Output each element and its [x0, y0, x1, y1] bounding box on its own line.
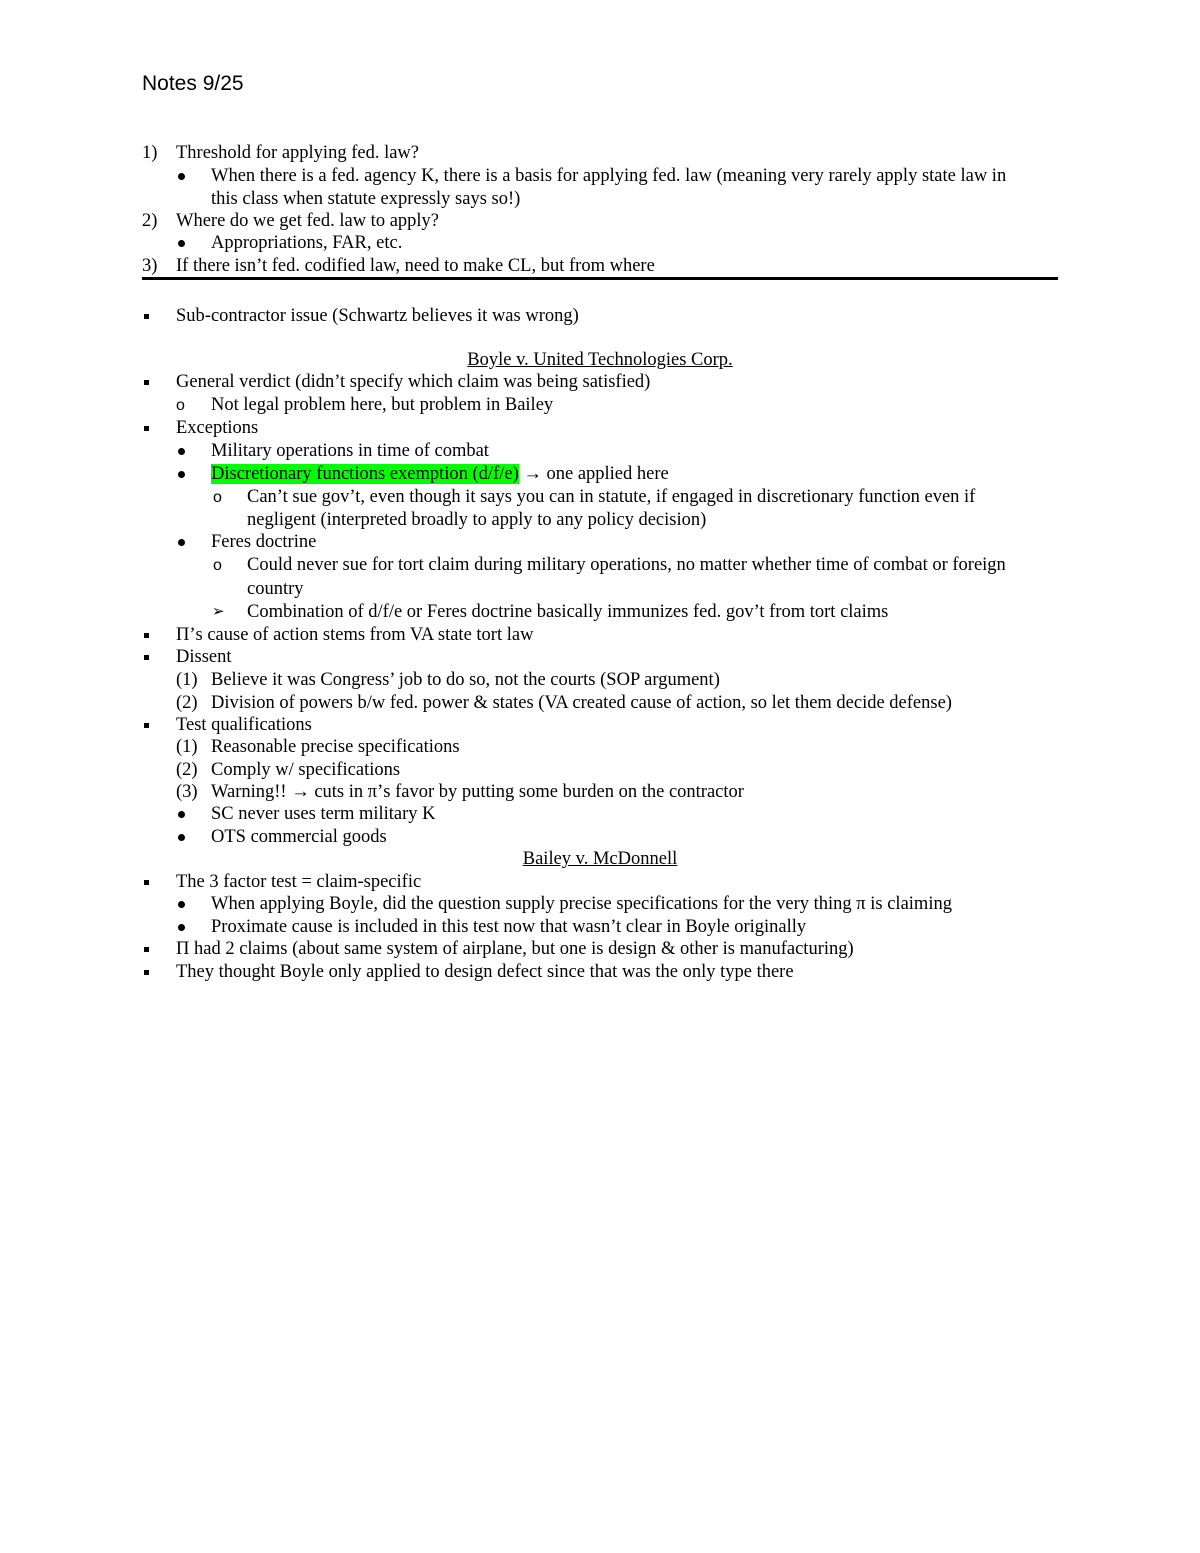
- square-bullet-icon: [144, 314, 149, 319]
- list-text: Dissent: [176, 647, 232, 667]
- bullet-icon: [178, 811, 185, 818]
- circle-bullet-icon: o: [176, 397, 185, 414]
- list-text: Reasonable precise specifications: [211, 737, 460, 757]
- square-bullet-icon: [144, 655, 149, 660]
- bullet-icon: [178, 539, 185, 546]
- list-text: If there isn’t fed. codified law, need to make CL, but from where: [176, 256, 655, 276]
- list-number: (2): [176, 693, 198, 713]
- square-bullet-icon: [144, 970, 149, 975]
- list-text: SC never uses term military K: [211, 804, 436, 824]
- list-text: Proximate cause is included in this test now that wasn’t clear in Boyle originally: [211, 917, 807, 937]
- section-heading-bailey: Bailey v. McDonnell: [522, 849, 678, 869]
- list-text: Exceptions: [176, 418, 259, 438]
- list-text: Division of powers b/w fed. power & states (VA created cause of action, so let them decide defense): [211, 693, 952, 713]
- square-bullet-icon: [144, 426, 149, 431]
- list-text: Π had 2 claims (about same system of airplane, but one is design & other is manufacturing): [176, 939, 854, 959]
- square-bullet-icon: [144, 723, 149, 728]
- list-text: Believe it was Congress’ job to do so, not the courts (SOP argument): [211, 670, 720, 690]
- arrow-icon: →: [523, 464, 542, 484]
- bullet-icon: [178, 240, 185, 247]
- bullet-icon: [178, 471, 185, 478]
- list-text: Comply w/ specifications: [211, 760, 401, 780]
- list-text: Threshold for applying fed. law?: [176, 143, 419, 163]
- bullet-icon: [178, 901, 185, 908]
- chevron-bullet-icon: ➢: [212, 604, 225, 620]
- list-text: one applied here: [546, 464, 669, 484]
- section-heading-boyle: Boyle v. United Technologies Corp.: [467, 350, 733, 370]
- list-text: this class when statute expressly says so!): [211, 189, 521, 209]
- list-text: Can’t sue gov’t, even though it says you can in statute, if engaged in discretionary function even if: [247, 487, 976, 507]
- list-text: OTS commercial goods: [211, 827, 387, 847]
- circle-bullet-icon: o: [213, 489, 222, 506]
- square-bullet-icon: [144, 380, 149, 385]
- highlighted-text: Discretionary functions exemption (d/f/e): [211, 464, 519, 484]
- list-text: Could never sue for tort claim during military operations, no matter whether time of combat or foreign: [247, 555, 1006, 575]
- list-number: 1): [142, 143, 158, 163]
- page-title: Notes 9/25: [142, 72, 244, 95]
- bullet-icon: [178, 448, 185, 455]
- list-text: Feres doctrine: [211, 532, 317, 552]
- list-number: (2): [176, 760, 198, 780]
- square-bullet-icon: [144, 880, 149, 885]
- list-text: Sub-contractor issue (Schwartz believes it was wrong): [176, 306, 579, 326]
- list-text: negligent (interpreted broadly to apply to any policy decision): [247, 510, 707, 530]
- square-bullet-icon: [144, 947, 149, 952]
- list-text: When applying Boyle, did the question supply precise specifications for the very thing π is claiming: [211, 894, 952, 914]
- list-text: Appropriations, FAR, etc.: [211, 233, 403, 253]
- list-number: (1): [176, 737, 198, 757]
- list-text: Combination of d/f/e or Feres doctrine basically immunizes fed. gov’t from tort claims: [247, 602, 889, 622]
- list-text: Test qualifications: [176, 715, 312, 735]
- list-text: General verdict (didn’t specify which claim was being satisfied): [176, 372, 651, 392]
- list-text: cuts in π’s favor by putting some burden on the contractor: [314, 782, 744, 802]
- bullet-icon: [178, 834, 185, 841]
- list-number: (1): [176, 670, 198, 690]
- list-text: country: [247, 579, 304, 599]
- list-text: Military operations in time of combat: [211, 441, 489, 461]
- horizontal-rule: [142, 277, 1058, 280]
- list-number: (3): [176, 782, 198, 802]
- bullet-icon: [178, 173, 185, 180]
- list-text: Not legal problem here, but problem in Bailey: [211, 395, 554, 415]
- list-number: 2): [142, 211, 158, 231]
- list-text: Warning!!: [211, 782, 287, 802]
- list-number: 3): [142, 256, 158, 276]
- bullet-icon: [178, 924, 185, 931]
- square-bullet-icon: [144, 633, 149, 638]
- list-text: Π’s cause of action stems from VA state tort law: [176, 625, 534, 645]
- list-text: The 3 factor test = claim-specific: [176, 872, 422, 892]
- arrow-icon: →: [291, 782, 310, 802]
- circle-bullet-icon: o: [213, 557, 222, 574]
- list-text: When there is a fed. agency K, there is a basis for applying fed. law (meaning very rarely apply state law in: [211, 166, 1007, 186]
- list-text: Where do we get fed. law to apply?: [176, 211, 440, 231]
- list-text: They thought Boyle only applied to design defect since that was the only type there: [176, 962, 794, 982]
